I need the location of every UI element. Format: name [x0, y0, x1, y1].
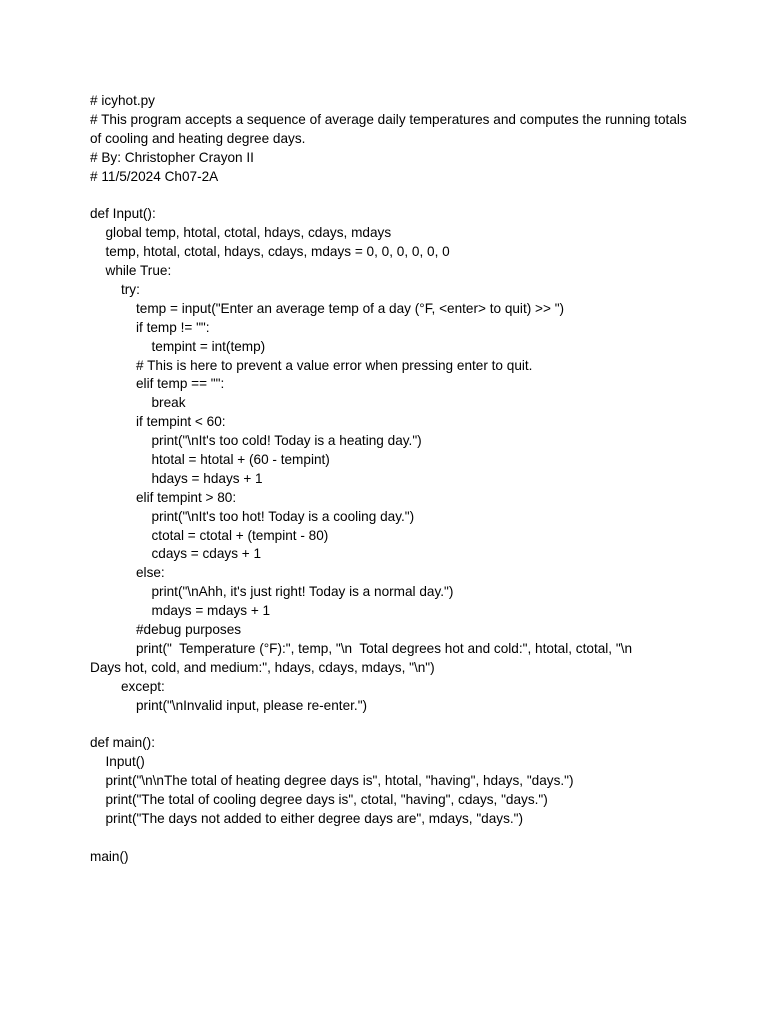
debug-comment: #debug purposes — [136, 621, 242, 637]
mdays-update: mdays = mdays + 1 — [151, 603, 271, 619]
print-cold-message: print("\nIt's too cold! Today is a heating day.") — [151, 433, 422, 449]
input-prompt-line: temp = input("Enter an average temp of a day (°F, <enter> to quit) >> ") — [136, 300, 565, 316]
filename-comment: # icyhot.py — [90, 93, 155, 108]
print-heating-total: print("\n\nThe total of heating degree days is", htotal, "having", hdays, "days.") — [105, 773, 574, 789]
while-loop: while True: — [105, 263, 172, 279]
try-block: try: — [121, 281, 140, 297]
htotal-update: htotal = htotal + (60 - tempint) — [151, 451, 330, 467]
input-function-def: def Input(): — [90, 206, 156, 222]
global-declaration: global temp, htotal, ctotal, hdays, cdays, mdays — [105, 225, 392, 241]
call-input: Input() — [105, 754, 145, 770]
elif-temp-empty: elif temp == "": — [136, 376, 225, 392]
elif-hot-check: elif tempint > 80: — [136, 489, 237, 505]
except-block: except: — [121, 678, 165, 694]
ctotal-update: ctotal = ctotal + (tempint - 80) — [151, 527, 329, 543]
blank-line — [90, 186, 690, 205]
print-hot-message: print("\nIt's too hot! Today is a cooling day.") — [151, 508, 415, 524]
debug-print-continuation: Days hot, cold, and medium:", hdays, cdays, mdays, "\n") — [90, 659, 435, 675]
date-comment: # 11/5/2024 Ch07-2A — [90, 168, 219, 184]
author-comment: # By: Christopher Crayon II — [90, 149, 254, 165]
if-cold-check: if tempint < 60: — [136, 414, 226, 430]
blank-line — [90, 715, 690, 734]
main-call: main() — [90, 848, 129, 864]
else-branch: else: — [136, 565, 165, 581]
if-temp-not-empty: if temp != "": — [136, 319, 210, 335]
description-comment: # This program accepts a sequence of average daily temperatures and computes the running totals of cooling and heating degree days. — [90, 111, 687, 146]
print-normal-message: print("\nAhh, it's just right! Today is a normal day.") — [151, 584, 454, 600]
variable-initialization: temp, htotal, ctotal, hdays, cdays, mdays = 0, 0, 0, 0, 0, 0 — [105, 244, 450, 260]
print-invalid-message: print("\nInvalid input, please re-enter.") — [136, 697, 368, 713]
blank-line — [90, 829, 690, 848]
debug-print-line: print(" Temperature (°F):", temp, "\n Total degrees hot and cold:", htotal, ctotal, "\n — [136, 640, 633, 656]
hdays-update: hdays = hdays + 1 — [151, 470, 263, 486]
document-page — [90, 92, 690, 867]
print-neither-total: print("The days not added to either degree days are", mdays, "days.") — [105, 810, 524, 826]
tempint-conversion: tempint = int(temp) — [151, 338, 266, 354]
value-error-comment: # This is here to prevent a value error when pressing enter to quit. — [136, 357, 533, 373]
break-statement: break — [151, 395, 186, 411]
main-function-def: def main(): — [90, 735, 155, 751]
print-cooling-total: print("The total of cooling degree days is", ctotal, "having", cdays, "days.") — [105, 791, 548, 807]
cdays-update: cdays = cdays + 1 — [151, 546, 262, 562]
